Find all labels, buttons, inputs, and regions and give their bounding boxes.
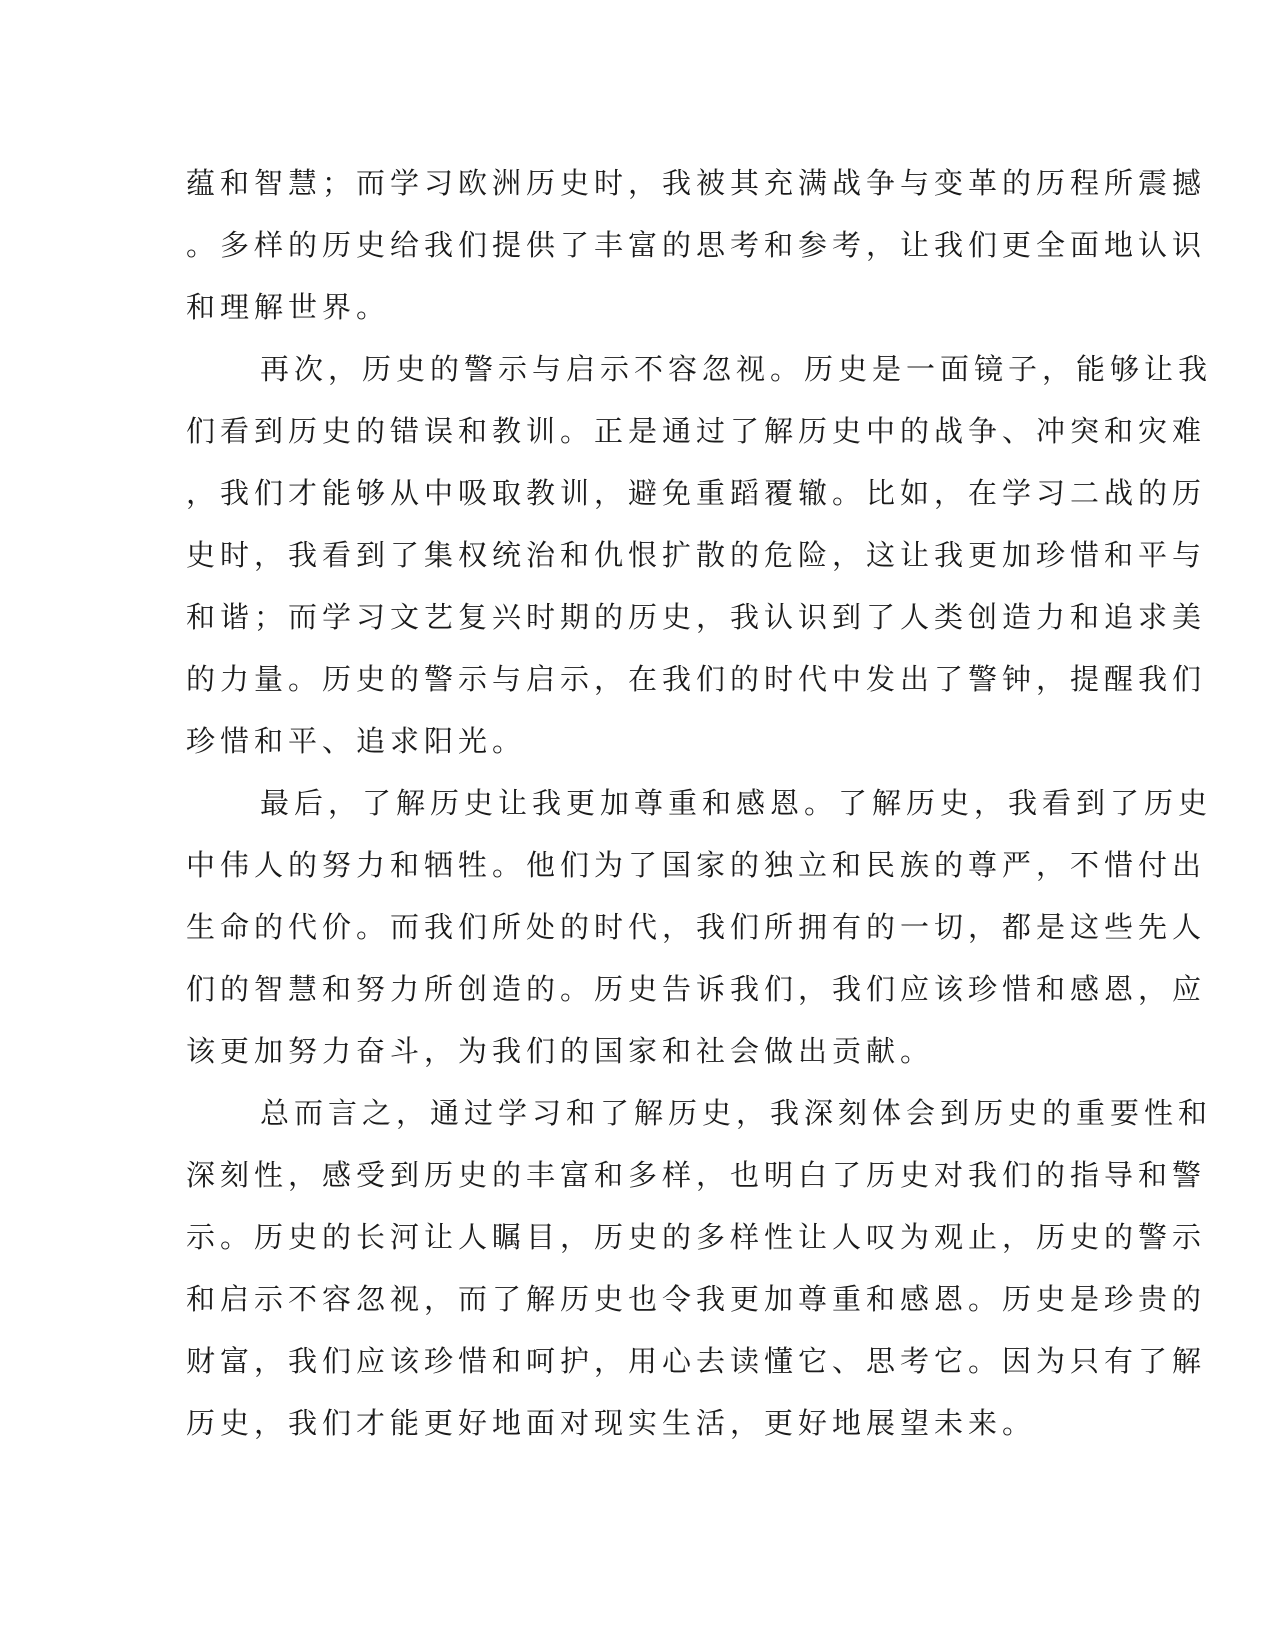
text-line: 。多样的历史给我们提供了丰富的思考和参考，让我们更全面地认识 <box>186 228 1207 262</box>
text-line-indented: 再次，历史的警示与启示不容忽视。历史是一面镜子，能够让我 <box>260 352 1213 386</box>
text-line: 该更加努力奋斗，为我们的国家和社会做出贡献。 <box>186 1034 935 1068</box>
paragraph-4 <box>186 1082 1213 1454</box>
document-body <box>186 152 1213 1454</box>
text-line: 和理解世界。 <box>186 290 391 324</box>
text-line: 财富，我们应该珍惜和呵护，用心去读懂它、思考它。因为只有了解 <box>186 1344 1207 1378</box>
text-line-indented: 总而言之，通过学习和了解历史，我深刻体会到历史的重要性和 <box>260 1096 1213 1130</box>
text-line: 蕴和智慧；而学习欧洲历史时，我被其充满战争与变革的历程所震撼 <box>186 166 1207 200</box>
paragraph-3 <box>186 772 1213 1082</box>
text-line: 们的智慧和努力所创造的。历史告诉我们，我们应该珍惜和感恩，应 <box>186 972 1207 1006</box>
text-line: 中伟人的努力和牺牲。他们为了国家的独立和民族的尊严，不惜付出 <box>186 848 1207 882</box>
text-line: 史时，我看到了集权统治和仇恨扩散的危险，这让我更加珍惜和平与 <box>186 538 1207 572</box>
text-line: 和启示不容忽视，而了解历史也令我更加尊重和感恩。历史是珍贵的 <box>186 1282 1207 1316</box>
text-line: 示。历史的长河让人瞩目，历史的多样性让人叹为观止，历史的警示 <box>186 1220 1207 1254</box>
text-line: 的力量。历史的警示与启示，在我们的时代中发出了警钟，提醒我们 <box>186 662 1207 696</box>
paragraph-2 <box>186 338 1213 772</box>
text-line: 和谐；而学习文艺复兴时期的历史，我认识到了人类创造力和追求美 <box>186 600 1207 634</box>
text-line: 历史，我们才能更好地面对现实生活，更好地展望未来。 <box>186 1406 1037 1440</box>
text-line: 生命的代价。而我们所处的时代，我们所拥有的一切，都是这些先人 <box>186 910 1207 944</box>
text-line: 们看到历史的错误和教训。正是通过了解历史中的战争、冲突和灾难 <box>186 414 1207 448</box>
text-line: ，我们才能够从中吸取教训，避免重蹈覆辙。比如，在学习二战的历 <box>186 476 1207 510</box>
text-line-indented: 最后，了解历史让我更加尊重和感恩。了解历史，我看到了历史 <box>260 786 1213 820</box>
text-line: 深刻性，感受到历史的丰富和多样，也明白了历史对我们的指导和警 <box>186 1158 1207 1192</box>
paragraph-1 <box>186 152 1207 338</box>
text-line: 珍惜和平、追求阳光。 <box>186 724 527 758</box>
